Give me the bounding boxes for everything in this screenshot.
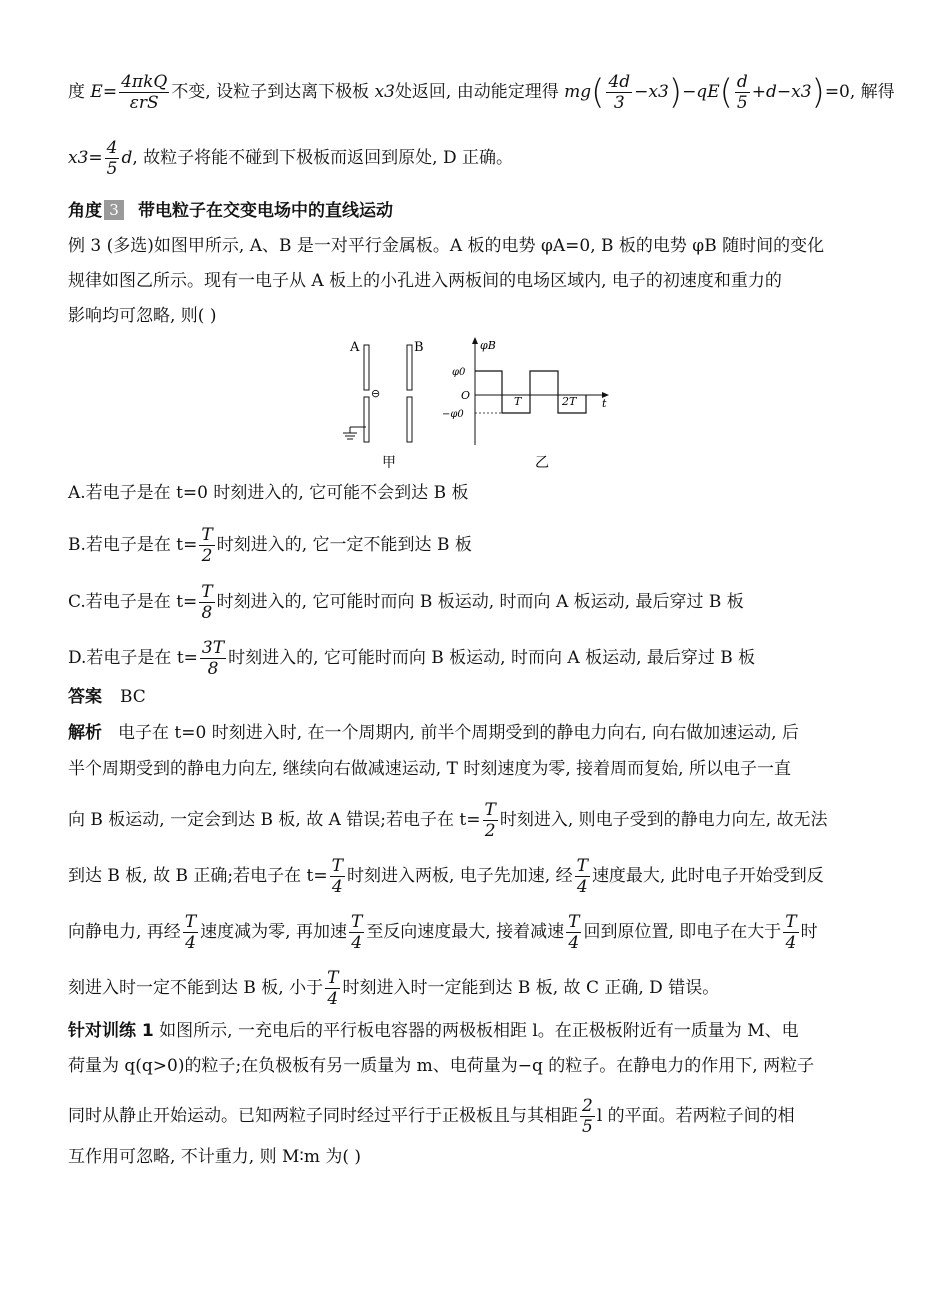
option-C: C.若电子是在 t= $\frac{T}{8}$ 时刻进入的, 它可能时而向 B 板运动, 时而向 A 板运动, 最后穿过 B 板 <box>68 582 744 623</box>
fraction: $\frac{d}{5}$ <box>736 72 748 113</box>
text: +d−x3 <box>751 82 812 102</box>
option-B: B.若电子是在 t= $\frac{T}{2}$ 时刻进入的, 它一定不能到达 B 板 <box>68 525 472 566</box>
practice-label: 针对训练 1 <box>68 1021 154 1041</box>
analysis-label: 解析 <box>68 723 102 743</box>
example-line-3: 影响均可忽略, 则( ) <box>68 306 217 326</box>
electron-symbol: ⊖ <box>371 387 381 400</box>
plate-A-bottom <box>364 397 369 442</box>
plate-A-top <box>364 345 369 390</box>
example-line-1: 例 3 (多选)如图甲所示, A、B 是一对平行金属板。A 板的电势 φA=0, B 板的电势 φB 随时间的变化 <box>68 236 825 256</box>
plate-B-top <box>407 345 412 390</box>
heading-title: 带电粒子在交变电场中的直线运动 <box>138 201 393 221</box>
practice-line-1: 针对训练 1 如图所示, 一充电后的平行板电容器的两极板相距 l。在正极板附近有一质量为 M、电 <box>68 1021 799 1041</box>
analysis-line-2: 半个周期受到的静电力向左, 继续向右做减速运动, T 时刻速度为零, 接着周而复始, 所以电子一直 <box>68 759 791 779</box>
var-x3: x3= <box>68 148 103 168</box>
text: =0, 解得 <box>824 82 895 102</box>
origin-label: O <box>461 389 471 402</box>
text: −x3 <box>634 82 669 102</box>
tick-T: T <box>514 395 522 408</box>
analysis-line-1: 解析 电子在 t=0 时刻进入时, 在一个周期内, 前半个周期受到的静电力向右, 向右做加速运动, 后 <box>68 723 799 743</box>
heading-number-badge: 3 <box>104 200 124 220</box>
tick-phi0: φ0 <box>452 367 466 378</box>
answer-value: BC <box>120 687 146 707</box>
text: 处返回, 由动能定理得 <box>394 82 565 102</box>
y-axis-label: φB <box>480 339 496 352</box>
t-axis-label: t <box>602 397 607 410</box>
label-A: A <box>350 340 360 355</box>
analysis-line-6: 刻进入时一定不能到达 B 板, 小于 $\frac{T}{4}$ 时刻进入时一定能到达 B 板, 故 C 正确, D 错误。 <box>68 968 720 1009</box>
var-qE: −qE <box>682 82 720 102</box>
practice-line-2: 荷量为 q(q>0)的粒子;在负极板有另一质量为 m、电荷量为−q 的粒子。在静电力的作用下, 两粒子 <box>68 1056 815 1076</box>
fraction: $\frac{4d}{3}$ <box>608 72 631 113</box>
example-line-2: 规律如图乙所示。现有一电子从 A 板上的小孔进入两板间的电场区域内, 电子的初速度和重力的 <box>68 271 782 291</box>
practice-line-4: 互作用可忽略, 不计重力, 则 M∶m 为( ) <box>68 1147 362 1167</box>
var-x3: x3 <box>374 82 395 102</box>
tick-neg-phi0: −φ0 <box>442 409 464 420</box>
figure-plates-and-potential-graph <box>330 335 620 470</box>
practice-line-3: 同时从静止开始运动。已知两粒子同时经过平行于正极板且与其相距 $\frac{2}{5}$ l 的平面。若两粒子间的相 <box>68 1096 795 1137</box>
var-E: E <box>90 82 103 102</box>
var-mg: mg <box>564 82 592 102</box>
plate-B-bottom <box>407 397 412 442</box>
tick-2T: 2T <box>562 395 577 408</box>
section-heading <box>68 198 393 224</box>
caption-yi: 乙 <box>535 455 549 470</box>
answer-line <box>68 684 146 710</box>
analysis-line-4: 到达 B 板, 故 B 正确;若电子在 t= $\frac{T}{4}$ 时刻进入两板, 电子先加速, 经 $\frac{T}{4}$ 速度最大, 此时电子开始受到反 <box>68 856 824 897</box>
fraction: $\frac{\text{4πkQ}}{\text{εrS}}$ <box>121 72 168 113</box>
option-D: D.若电子是在 t= $\frac{3T}{8}$ 时刻进入的, 它可能时而向 B 板运动, 时而向 A 板运动, 最后穿过 B 板 <box>68 638 756 679</box>
heading-label: 角度 <box>68 201 102 221</box>
text: = <box>102 82 118 102</box>
solution-line-1: 度 E= $\frac{\text{4πkQ}}{\text{εrS}}$ 不变, 设粒子到达离下极板 x3处返回, 由动能定理得 mg( $\frac{4d}{3}$ −x3)−qE( $\frac{d}{5}$ +d−x3)=0, 解得 <box>68 72 895 113</box>
fraction: $\frac{4}{5}$ <box>106 138 118 179</box>
text: , 故粒子将能不碰到下极板而返回到原处, D 正确。 <box>132 148 514 168</box>
solution-line-2 <box>68 138 513 179</box>
text: 度 <box>68 82 91 102</box>
caption-jia: 甲 <box>382 455 396 470</box>
option-A: A.若电子是在 t=0 时刻进入的, 它可能不会到达 B 板 <box>68 483 469 503</box>
analysis-line-5: 向静电力, 再经 $\frac{T}{4}$ 速度减为零, 再加速 $\frac{T}{4}$ 至反向速度最大, 接着减速 $\frac{T}{4}$ 回到原位置, 即电子在大于 $\frac{T}{4}$ 时 <box>68 912 818 953</box>
text: 不变, 设粒子到达离下极板 <box>171 82 375 102</box>
answer-label: 答案 <box>68 687 102 707</box>
analysis-line-3: 向 B 板运动, 一定会到达 B 板, 故 A 错误;若电子在 t= $\frac{T}{2}$ 时刻进入, 则电子受到的静电力向左, 故无法 <box>68 800 828 841</box>
label-B: B <box>414 340 424 355</box>
var-d: d <box>121 148 133 168</box>
